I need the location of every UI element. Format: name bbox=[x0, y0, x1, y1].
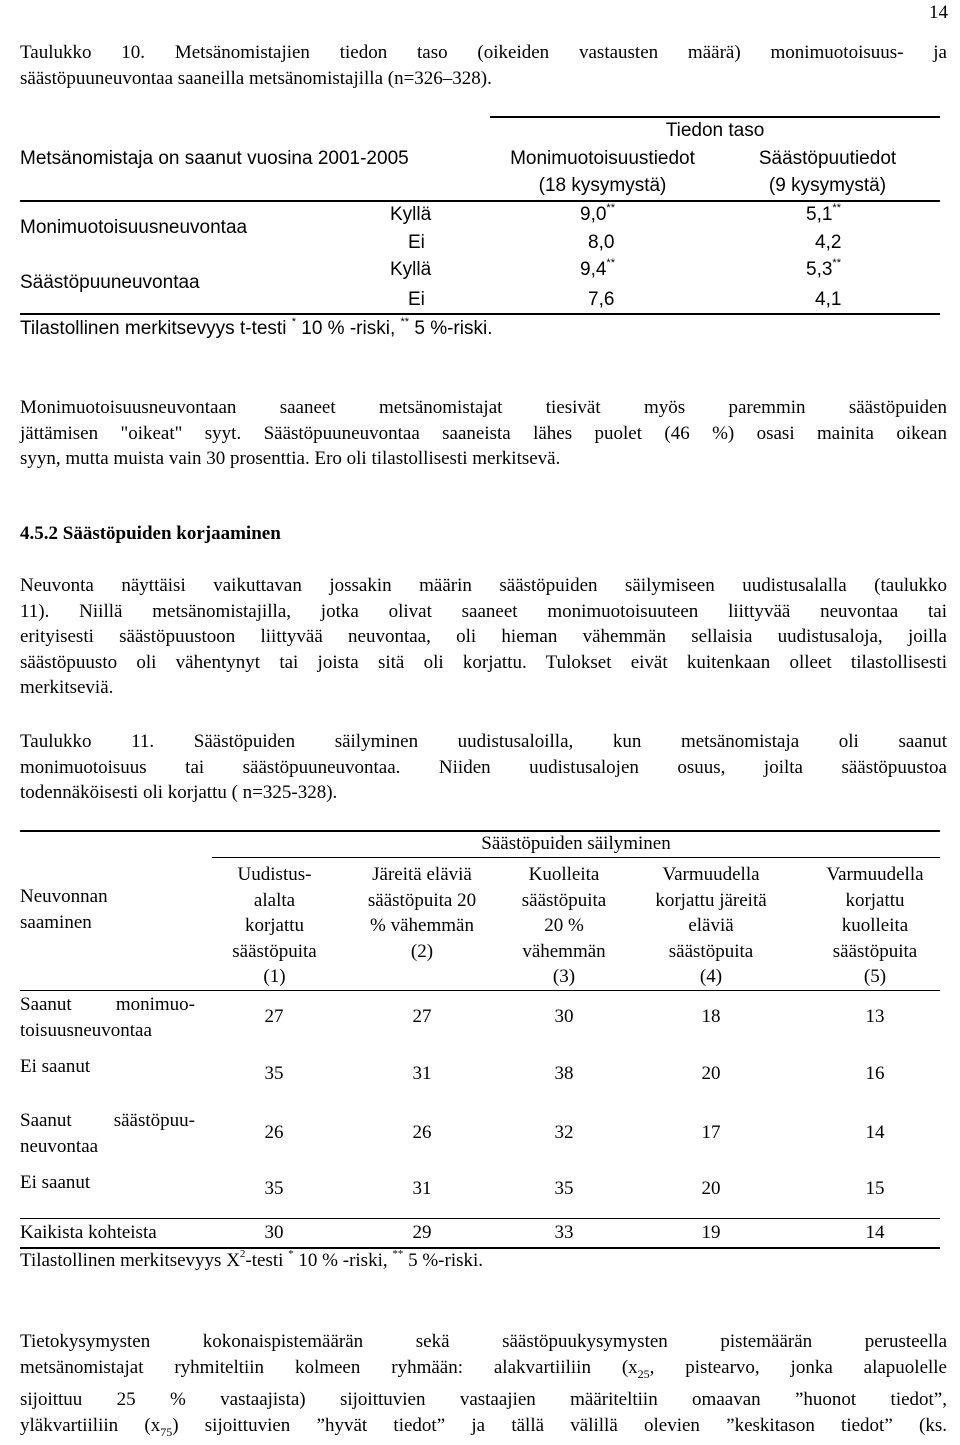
table-10-note: Tilastollinen merkitsevyys t-testi * 10 % -riski, ** 5 %-riski. bbox=[20, 316, 493, 339]
table-cell: 13 bbox=[865, 1006, 885, 1027]
paragraph-line: säästöpuusto oli vähentynyt tai joista sitä oli korjattu. Tulokset eivät kuitenkaan olleet tilastollisesti bbox=[20, 651, 947, 673]
page-number: 14 bbox=[929, 2, 948, 23]
paragraph-line: metsänomistajat ryhmiteltiin kolmeen ryhmään: alakvartiiliin ($x_{25}$, pistearvo, jonka alapuolelle bbox=[20, 1356, 947, 1381]
col-header-5: Varmuudella korjattu kuolleita säästöpuita (5) bbox=[826, 864, 924, 988]
col-header-monimuotoisuustiedot: Monimuotoisuustiedot bbox=[510, 148, 695, 169]
caption-line: todennäköisesti oli korjattu ( n=325-328). bbox=[20, 782, 338, 804]
table-cell: 4,2 bbox=[815, 232, 842, 253]
table-cell: 30 bbox=[554, 1006, 574, 1027]
table-cell: 20 bbox=[701, 1063, 721, 1084]
table-cell: 16 bbox=[865, 1063, 885, 1084]
table-11-note: Tilastollinen merkitsevyys $X^2$-testi * 10 % -riski, ** 5 %-riski. bbox=[20, 1248, 484, 1271]
row-label: Ei saanut bbox=[20, 1172, 91, 1193]
table-cell: 8,0 bbox=[588, 232, 615, 253]
table-10-header-rule bbox=[20, 200, 940, 202]
paragraph-line: Tietokysymysten kokonaispistemäärän sekä säästöpuukysymysten pistemäärän perusteella bbox=[20, 1331, 947, 1352]
table-cell: 31 bbox=[412, 1178, 432, 1199]
table-cell: 9,0** bbox=[580, 202, 615, 225]
col-header-3: Kuolleita säästöpuita 20 % vähemmän (3) bbox=[521, 864, 607, 988]
table-cell: 15 bbox=[865, 1178, 885, 1199]
table-cell: 17 bbox=[701, 1122, 721, 1143]
col-header-2: Järeitä eläviä säästöpuita 20 % vähemmän (2) bbox=[367, 864, 477, 962]
paragraph-line: syyn, mutta muista vain 30 prosenttia. Ero oli tilastollisesti merkitsevä. bbox=[20, 448, 561, 470]
table-cell: 35 bbox=[264, 1063, 284, 1084]
col-header-1: Uudistus- alalta korjattu säästöpuita (1) bbox=[232, 864, 317, 988]
table-cell: 19 bbox=[701, 1222, 721, 1243]
paragraph bbox=[20, 395, 947, 472]
table-cell: 20 bbox=[701, 1178, 721, 1199]
group-header: Säästöpuiden säilyminen bbox=[481, 833, 671, 854]
paragraph-line: erityisesti säästöpuustoon liittyvää neuvontaa, oli hieman vähemmän sellaisia uudistusaloja, joilla bbox=[20, 626, 947, 648]
group-label: Monimuotoisuusneuvontaa bbox=[20, 217, 248, 238]
table-cell: 18 bbox=[701, 1006, 721, 1027]
table-11-bottom-rule bbox=[20, 1247, 940, 1249]
table-10-top-rule bbox=[490, 116, 940, 118]
table-cell: 27 bbox=[264, 1006, 284, 1027]
table-cell: 5,1** bbox=[806, 202, 841, 225]
table-cell: 33 bbox=[554, 1222, 574, 1243]
caption-line: Taulukko 11. Säästöpuiden säilyminen uudistusaloilla, kun metsänomistaja oli saanut bbox=[20, 731, 947, 752]
section-heading: 4.5.2 Säästöpuiden korjaaminen bbox=[20, 523, 281, 544]
table-11-total-rule bbox=[20, 1218, 940, 1219]
group-label: Säästöpuuneuvontaa bbox=[20, 272, 200, 293]
table-cell: 32 bbox=[554, 1122, 574, 1143]
paragraph-line: merkitseviä. bbox=[20, 677, 114, 699]
answer-label: Ei bbox=[408, 289, 425, 310]
col-header-4: Varmuudella korjattu järeitä eläviä säästöpuita (4) bbox=[655, 864, 767, 988]
table-11-header-rule bbox=[20, 990, 940, 991]
table-11-top-rule bbox=[20, 830, 940, 832]
table-cell: 5,3** bbox=[806, 257, 841, 280]
table-cell: 27 bbox=[412, 1006, 432, 1027]
table-cell: 4,1 bbox=[815, 289, 842, 310]
paragraph-line: Neuvonta näyttäisi vaikuttavan jossakin määrin säästöpuiden säilymiseen uudistusalalla (taulukko bbox=[20, 575, 947, 596]
paragraph-line: sijoittuu 25 % vastaajista) sijoittuvien vastaajien määriteltiin omaavan ”huonot tiedot”, bbox=[20, 1388, 947, 1410]
caption-line: säästöpuuneuvontaa saaneilla metsänomistajilla (n=326–328). bbox=[20, 67, 492, 89]
table-cell: 26 bbox=[412, 1122, 432, 1143]
table-10-bottom-rule bbox=[20, 313, 940, 315]
answer-label: Kyllä bbox=[390, 204, 432, 225]
table-cell: 26 bbox=[264, 1122, 284, 1143]
table-cell: 30 bbox=[264, 1222, 284, 1243]
row-header: Neuvonnan saaminen bbox=[20, 886, 108, 933]
table-cell: 31 bbox=[412, 1063, 432, 1084]
col-subheader: (18 kysymystä) bbox=[538, 175, 667, 196]
table-cell: 14 bbox=[865, 1222, 885, 1243]
paragraph-line: jättämisen "oikeat" syyt. Säästöpuuneuvontaa saaneista lähes puolet (46 %) osasi mainita oikean bbox=[20, 422, 947, 444]
paragraph bbox=[20, 1329, 947, 1445]
table-cell: 9,4** bbox=[580, 257, 615, 280]
table-cell: 7,6 bbox=[588, 289, 615, 310]
col-header-saastopuutiedot: Säästöpuutiedot bbox=[758, 148, 897, 169]
row-header: Metsänomistaja on saanut vuosina 2001-2005 bbox=[20, 148, 409, 169]
paragraph bbox=[20, 573, 947, 701]
paragraph-line: 11). Niillä metsänomistajilla, jotka olivat saaneet monimuotoisuuteen liittyvää neuvontaa tai bbox=[20, 600, 947, 622]
table-cell: 29 bbox=[412, 1222, 432, 1243]
paragraph-line: Monimuotoisuusneuvontaan saaneet metsänomistajat tiesivät myös paremmin säästöpuiden bbox=[20, 397, 947, 418]
table-11-caption bbox=[20, 729, 947, 806]
row-label: Ei saanut bbox=[20, 1056, 91, 1077]
table-cell: 38 bbox=[554, 1063, 574, 1084]
paragraph-line: yläkvartiiliin $(x_{75})$ sijoittuvien ”hyvät tiedot” ja tällä välillä olevien ”keskitason tiedot” (ks. bbox=[20, 1414, 947, 1439]
table-cell: 35 bbox=[264, 1178, 284, 1199]
group-header-rule bbox=[212, 857, 940, 858]
col-subheader: (9 kysymystä) bbox=[768, 175, 887, 196]
table-cell: 35 bbox=[554, 1178, 574, 1199]
row-label: Saanut monimuo- toisuusneuvontaa bbox=[20, 994, 195, 1041]
table-10-caption bbox=[20, 40, 947, 91]
total-label: Kaikista kohteista bbox=[20, 1222, 157, 1243]
row-label: Saanut säästöpuu- neuvontaa bbox=[20, 1110, 195, 1157]
answer-label: Kyllä bbox=[390, 259, 432, 280]
group-header: Tiedon taso bbox=[665, 120, 765, 141]
answer-label: Ei bbox=[408, 232, 425, 253]
table-cell: 14 bbox=[865, 1122, 885, 1143]
caption-line: monimuotoisuus tai säästöpuuneuvontaa. Niiden uudistusalojen osuus, joilta säästöpuustoa bbox=[20, 756, 947, 778]
caption-line: Taulukko 10. Metsänomistajien tiedon taso (oikeiden vastausten määrä) monimuotoisuus- ja bbox=[20, 42, 947, 63]
